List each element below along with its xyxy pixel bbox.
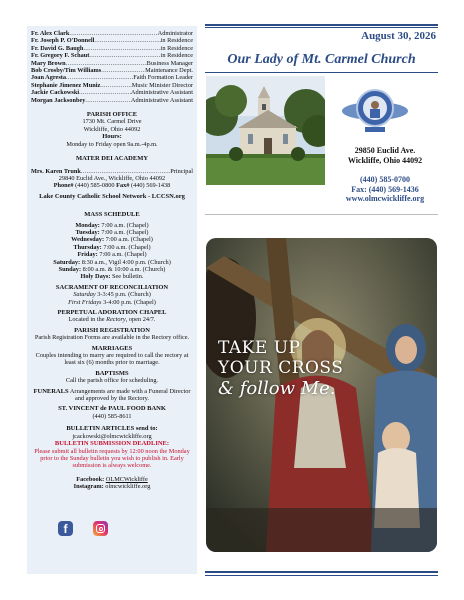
- instagram-link[interactable]: olmcwickliffe.org: [105, 483, 151, 491]
- staff-row: [31, 52, 193, 59]
- reconciliation-line1-time: 3-3:45 p.m. (Church): [97, 291, 151, 299]
- staff-row: [31, 97, 193, 104]
- marriages-text: Couples intending to marry are required to call the rectory at least six (6) months prior to marriage.: [35, 352, 189, 367]
- instagram-icon[interactable]: [93, 521, 108, 536]
- mass-time: See bulletin.: [112, 273, 144, 281]
- adoration-section: [31, 309, 193, 324]
- info-sidebar: [27, 26, 197, 574]
- academy-heading: MATER DEI ACADEMY: [75, 155, 149, 163]
- academy-fax-label: Fax#: [116, 182, 130, 190]
- registration-text: Parish Registration Forms are available in the Rectory office.: [34, 334, 190, 342]
- facebook-link[interactable]: OLMCWickliffe: [105, 475, 148, 483]
- academy-network: Lake County Catholic School Network - LCCSN.org: [39, 192, 185, 200]
- mass-time: 8:30 a.m., Vigil 4:00 p.m. (Church): [81, 258, 171, 266]
- reconciliation-heading: SACRAMENT OF RECONCILIATION: [55, 283, 169, 291]
- staff-row: [31, 45, 193, 52]
- facebook-icon[interactable]: f: [58, 521, 73, 536]
- top-rule-2: [205, 27, 438, 28]
- staff-role: Business Manager: [146, 59, 193, 67]
- staff-role: in Residence: [160, 37, 193, 45]
- parish-office-city: Wickliffe, Ohio 44092: [83, 125, 141, 133]
- mass-time: 7:00 a.m. (Chapel): [103, 243, 151, 251]
- staff-role: in Residence: [160, 44, 193, 52]
- parish-office-hours-label: Hours:: [102, 133, 122, 141]
- mass-time: 7:00 a.m. (Chapel): [101, 221, 149, 229]
- painting-caption-line3: & follow Me.: [218, 378, 336, 399]
- parish-seal-logo: [340, 86, 410, 136]
- reconciliation-line2: [31, 299, 193, 306]
- baptisms-text: Call the parish office for scheduling.: [65, 377, 159, 385]
- mass-row: [31, 251, 193, 258]
- staff-name: Fr. David G. Baugh: [31, 44, 84, 52]
- photo-rule: [205, 214, 438, 215]
- food-bank-heading: ST. VINCENT de PAUL FOOD BANK: [58, 405, 166, 413]
- staff-name: Joan Agresta: [31, 74, 67, 82]
- church-fax: Fax: (440) 569-1436: [351, 184, 419, 194]
- staff-list: [31, 30, 193, 104]
- mass-row: [31, 236, 193, 243]
- mass-day: Thursday:: [73, 243, 102, 251]
- registration-heading: PARISH REGISTRATION: [74, 326, 150, 334]
- reconciliation-section: [31, 284, 193, 306]
- academy-phones: [31, 182, 193, 189]
- painting-caption: [218, 338, 343, 399]
- marriages-heading: MARRIAGES: [91, 344, 133, 352]
- bulletin-section: [31, 425, 193, 469]
- staff-row: [31, 82, 193, 89]
- baptisms-section: [31, 370, 193, 385]
- academy-fax: (440) 569-1438: [130, 182, 171, 190]
- staff-role: Music Minister Director: [131, 81, 193, 89]
- staff-role: Faith Formation Leader: [133, 74, 193, 82]
- staff-row: [31, 74, 193, 81]
- academy-principal-role: Principal: [170, 167, 193, 175]
- church-phone: (440) 585-0700: [360, 175, 410, 184]
- mass-day: Friday:: [77, 251, 98, 259]
- parish-office-street: 1730 Mt. Carmel Drive: [82, 118, 142, 126]
- adoration-text-rectory: Rectory: [106, 316, 126, 324]
- date-bar: [205, 24, 438, 47]
- staff-name: Jackie Cackowski: [31, 89, 80, 97]
- staff-name: Morgan Jacksonbey: [31, 96, 86, 104]
- mass-row: [31, 222, 193, 229]
- academy-phone: (440) 585-0800: [75, 182, 115, 190]
- mass-schedule-rows: [31, 222, 193, 281]
- social-icons: [58, 521, 108, 536]
- adoration-text-after: , open 24/7.: [125, 316, 156, 324]
- mass-time: 7:00 a.m. (Chapel): [101, 228, 149, 236]
- reconciliation-line1: [31, 291, 193, 298]
- adoration-heading: PERPETUAL ADORATION CHAPEL: [57, 309, 167, 316]
- staff-row: [31, 37, 193, 44]
- parish-office-heading: PARISH OFFICE: [86, 111, 138, 119]
- mass-schedule-section: [31, 211, 193, 281]
- title-rule: [205, 72, 438, 73]
- painting-caption-line1: TAKE UP: [218, 338, 301, 358]
- mass-row: [31, 259, 193, 266]
- staff-name: Fr. Joseph P. O'Donnell: [31, 37, 95, 45]
- facebook-line: [31, 476, 193, 483]
- staff-role: in Residence: [160, 52, 193, 60]
- funerals-section: [31, 388, 193, 403]
- registration-section: [31, 327, 193, 342]
- reconciliation-line1-label: Saturday: [73, 291, 96, 299]
- mass-time: 8:00 a.m. & 10:00 a.m. (Church): [82, 265, 166, 273]
- church-name: Our Lady of Mt. Carmel Church: [227, 52, 416, 67]
- top-rule-1: [205, 24, 438, 26]
- baptisms-heading: BAPTISMS: [95, 369, 129, 377]
- church-photo: [206, 76, 325, 185]
- academy-principal-row: [31, 168, 193, 175]
- marriages-section: [31, 345, 193, 367]
- adoration-text: [31, 316, 193, 323]
- academy-principal-name: Mrs. Karen Trunk: [31, 167, 81, 175]
- mass-time: 7:00 a.m. (Chapel): [105, 236, 153, 244]
- mass-row: [31, 273, 193, 280]
- staff-role: Administrator: [157, 30, 193, 37]
- staff-name: Fr. Alex Clark: [31, 30, 70, 37]
- food-bank-section: [31, 405, 193, 420]
- mass-time: 7:00 a.m. (Chapel): [99, 251, 147, 259]
- bulletin-deadline-text: Please submit all bulletin requests by 12:00 noon the Monday prior to the Sunday bulletin you wish to publish in. Early submission is always welcome.: [34, 447, 190, 470]
- parish-office-hours: Monday to Friday open 9a.m.-4p.m.: [66, 140, 158, 148]
- reconciliation-line2-time: 3-4:00 p.m. (Chapel): [103, 298, 156, 306]
- church-address: [327, 146, 443, 166]
- staff-name: Fr. Gregory F. Schaut: [31, 52, 90, 60]
- facebook-label: Facebook:: [76, 475, 105, 483]
- bulletin-deadline-heading: BULLETIN SUBMISSION DEADLINE:: [54, 440, 170, 448]
- mass-schedule-heading: MASS SCHEDULE: [84, 211, 140, 219]
- parish-office-section: [31, 111, 193, 148]
- reconciliation-line2-label: First Fridays: [68, 298, 102, 306]
- bulletin-date: August 30, 2026: [361, 30, 436, 42]
- mass-day: Saturday:: [53, 258, 81, 266]
- staff-row: [31, 89, 193, 96]
- staff-name: Bob Crosby/Tim Williams: [31, 67, 102, 75]
- social-section: [31, 476, 193, 491]
- jesus-cross-painting: [206, 238, 437, 552]
- instagram-line: [31, 483, 193, 490]
- funerals-text: Arrangements are made with a Funeral Director and approved by the Rectory.: [69, 387, 191, 403]
- church-city: Wickliffe, Ohio 44092: [347, 156, 423, 165]
- staff-role: Administrative Assistant: [130, 89, 193, 97]
- mass-day: Holy Days:: [80, 273, 111, 281]
- mass-day: Tuesday:: [75, 228, 100, 236]
- academy-phone-label: Phone#: [53, 182, 74, 190]
- staff-row: [31, 60, 193, 67]
- mass-day: Monday:: [75, 221, 100, 229]
- funerals-heading: FUNERALS: [33, 387, 69, 395]
- bulletin-heading: BULLETIN ARTICLES send to:: [66, 425, 158, 433]
- church-website[interactable]: www.olmcwickliffe.org: [345, 194, 425, 203]
- painting-caption-line2: YOUR CROSS: [218, 358, 344, 378]
- mass-day: Sunday:: [58, 265, 82, 273]
- church-street: 29850 Euclid Ave.: [354, 146, 416, 155]
- staff-role: Administrative Assistant: [130, 96, 193, 104]
- mass-row: [31, 244, 193, 251]
- instagram-label: Instagram:: [73, 483, 104, 491]
- bulletin-email[interactable]: jcackowski@olmcwickliffe.org: [72, 432, 152, 440]
- academy-section: [31, 155, 193, 200]
- adoration-text-before: Located in the: [68, 316, 105, 324]
- mass-row: [31, 266, 193, 273]
- academy-address: 29840 Euclid Ave., Wickliffe, Ohio 44092: [58, 174, 166, 182]
- staff-name: Stephanie Jimenez Muniz: [31, 81, 101, 89]
- staff-role: Maintenance Dept.: [145, 67, 193, 75]
- staff-row: [31, 67, 193, 74]
- staff-row: [31, 30, 193, 37]
- food-bank-phone: (440) 585-8611: [92, 412, 132, 420]
- bottom-rule-1: [205, 571, 438, 573]
- church-contact: [327, 175, 443, 204]
- mass-row: [31, 229, 193, 236]
- staff-name: Mary Brown: [31, 59, 66, 67]
- mass-day: Wednesday:: [71, 236, 105, 244]
- bottom-rule-2: [205, 575, 438, 576]
